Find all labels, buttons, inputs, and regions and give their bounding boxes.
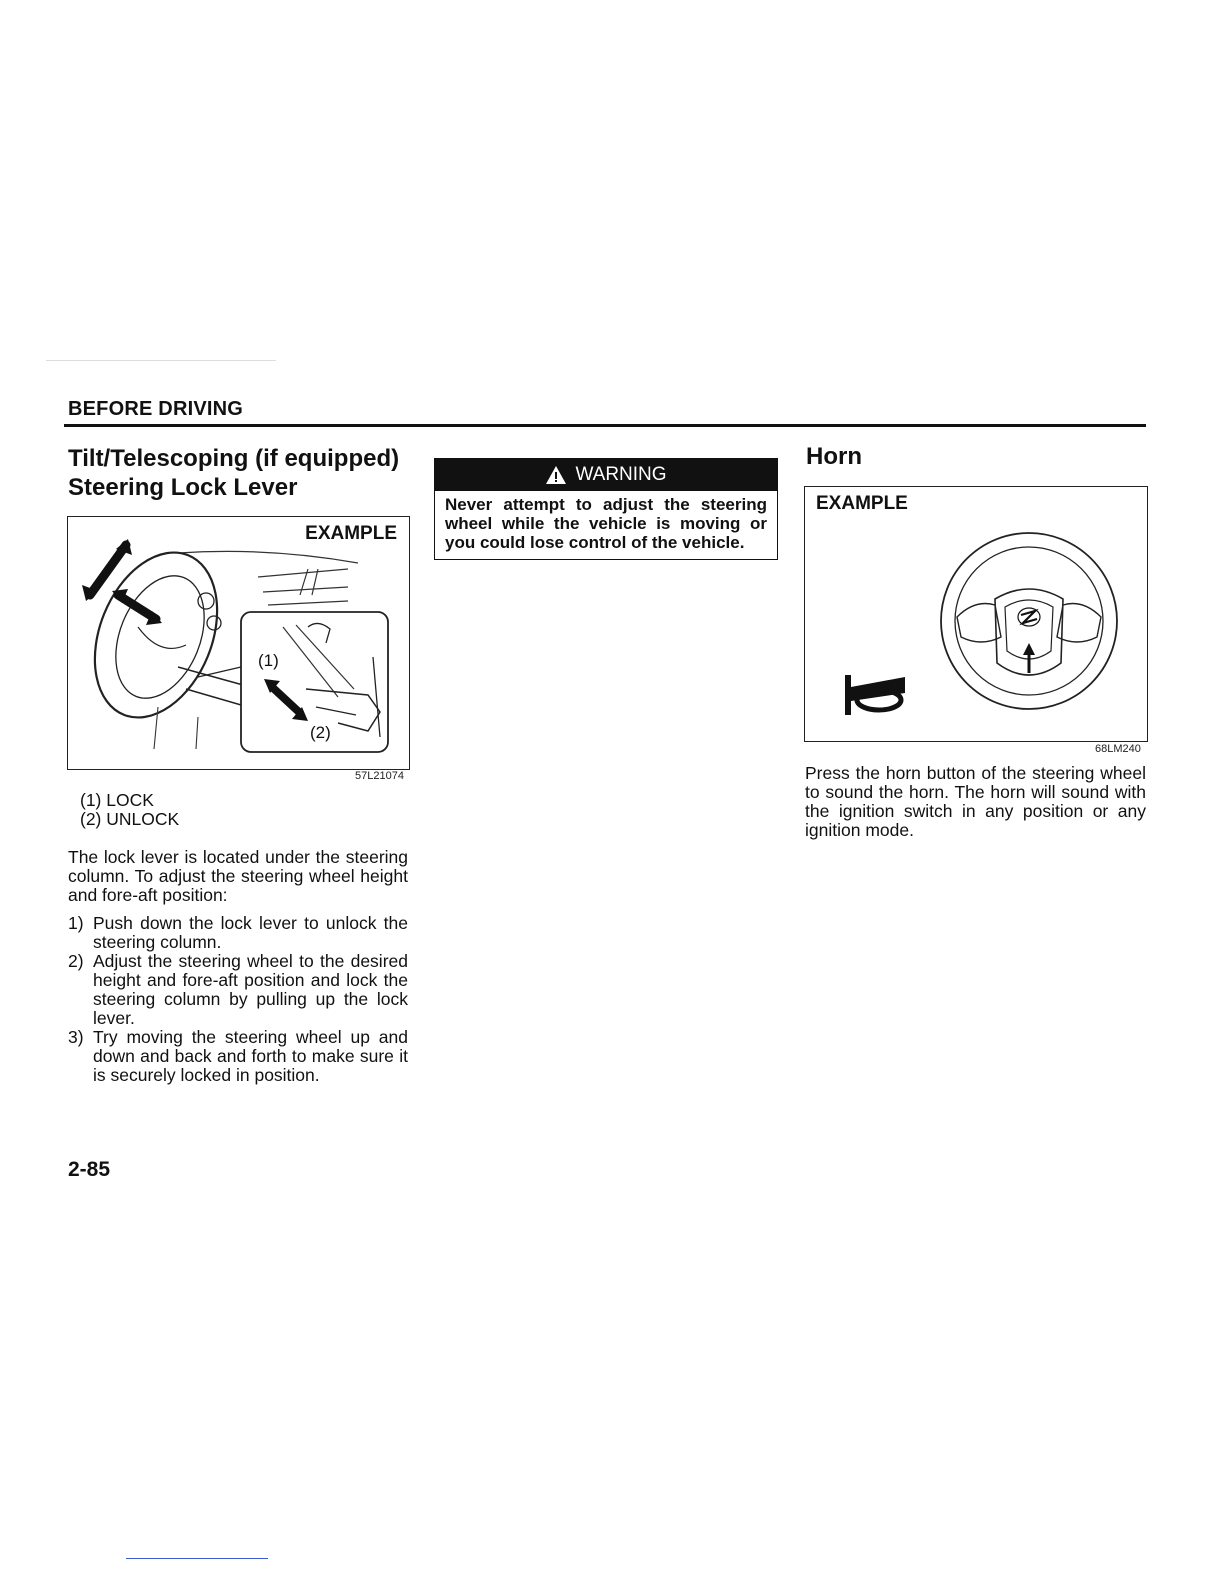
- warning-box: [434, 458, 778, 560]
- list-item: [68, 952, 408, 1028]
- horn-figure: [804, 486, 1148, 742]
- step-number: 3): [68, 1027, 84, 1047]
- warning-text: Never attempt to adjust the steering wheel while the vehicle is moving or you could lose control of the vehicle.: [445, 495, 767, 552]
- warning-header: [435, 459, 777, 491]
- figure-code-left: 57L21074: [355, 770, 404, 782]
- callout-2: (2): [310, 723, 331, 742]
- step-number: 2): [68, 951, 84, 971]
- figure-code-right: 68LM240: [1095, 743, 1141, 755]
- title-line-1: Tilt/Telescoping (if equipped): [68, 445, 400, 472]
- step-text: Adjust the steering wheel to the desired height and fore-aft position and lock the steering column by pulling up the lock lever.: [93, 951, 408, 1028]
- steering-lock-figure: [67, 516, 410, 770]
- section-header: BEFORE DRIVING: [68, 398, 244, 420]
- horn-paragraph: Press the horn button of the steering wheel to sound the horn. The horn will sound with the ignition switch in any position or any ignition mode.: [805, 763, 1146, 840]
- steering-wheel-illustration: [805, 487, 1147, 741]
- step-number: 1): [68, 913, 84, 933]
- warning-triangle-icon: [545, 465, 567, 485]
- callout-1: (1): [258, 651, 279, 670]
- header-rule: [64, 424, 1146, 427]
- lock-lever-paragraph: The lock lever is located under the steering column. To adjust the steering wheel height and fore-aft position:: [68, 847, 408, 905]
- legend-item-lock: (1) LOCK: [80, 790, 154, 810]
- steering-column-illustration: [68, 517, 409, 769]
- legend-item-unlock: (2) UNLOCK: [80, 809, 180, 829]
- step-text: Try moving the steering wheel up and down and back and forth to make sure it is securely locked in position.: [93, 1027, 408, 1085]
- list-item: [68, 914, 408, 952]
- tilt-section-title: [68, 444, 428, 502]
- horn-section-title: Horn: [806, 443, 862, 470]
- example-label: EXAMPLE: [305, 523, 397, 544]
- page-number: 2-85: [68, 1158, 111, 1181]
- scan-artifact-line: [46, 360, 276, 361]
- title-line-2: Steering Lock Lever: [68, 474, 298, 501]
- example-label: EXAMPLE: [816, 493, 908, 514]
- warning-title: WARNING: [575, 464, 667, 485]
- figure-legend: [80, 791, 280, 829]
- adjust-steps-list: [68, 914, 408, 1085]
- list-item: [68, 1028, 408, 1085]
- scan-artifact-line-bottom: [126, 1558, 268, 1559]
- step-text: Push down the lock lever to unlock the steering column.: [93, 913, 408, 952]
